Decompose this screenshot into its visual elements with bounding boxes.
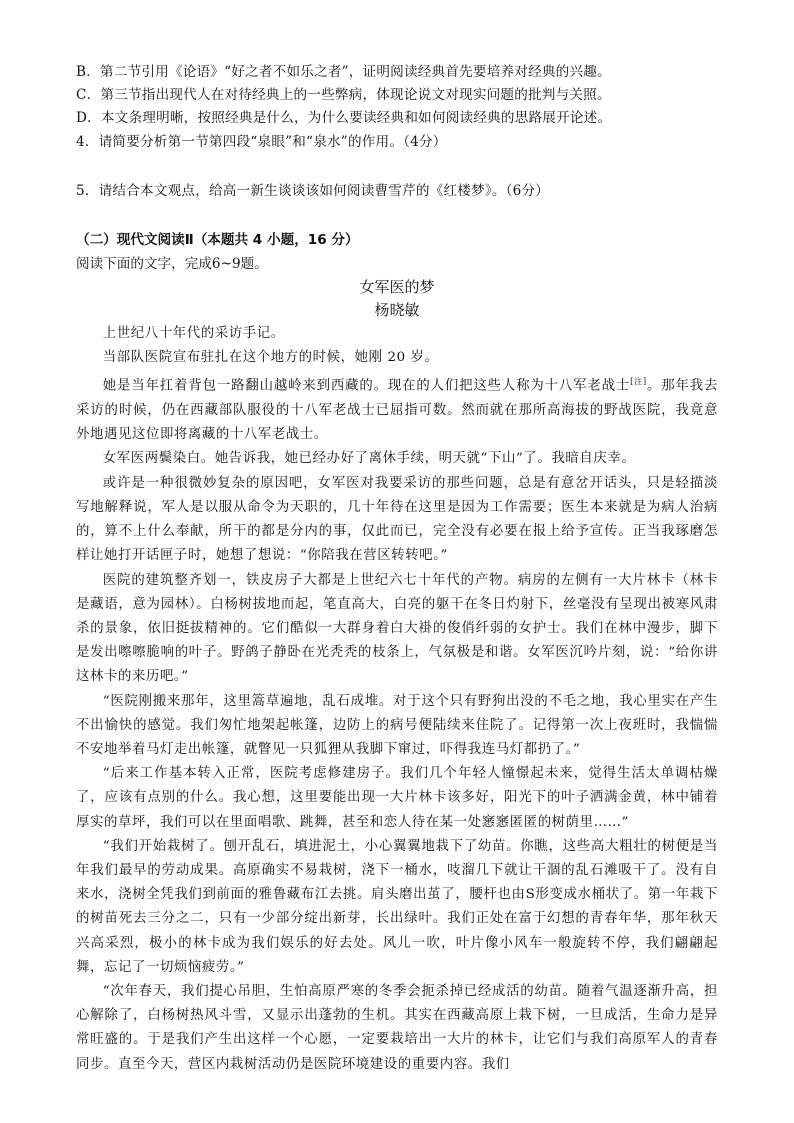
paragraph: 上世纪八十年代的采访手记。 <box>102 326 285 341</box>
option-c: C．第三节指出现代人在对待经典上的一些弊病，体现论说文对现实问题的批判与关照。 <box>76 87 611 103</box>
paragraph-text: 她是当年扛着背包一路翻山越岭来到西藏的。现在的人们把这些人称为十八军老战士 <box>102 378 631 394</box>
paragraph: “次年春天，我们提心吊胆，生怕高原严寒的冬季会扼杀掉已经成活的幼苗。随着气温逐渐升高，担心解除了，白杨树热风斗雪，又显示出蓬勃的生机。其实在西藏高原上栽下树，一旦成活，生命力是异常旺盛的。于是我们产生出这样一个心愿，一定要栽培出一大片的林卡，让它们与我们高原军人的青春同步。直至今天，营区内栽树活动仍是医院环境建设的重要内容。我们 <box>76 983 718 1072</box>
option-d: D．本文条理明晰，按照经典是什么，为什么要读经典和如何阅读经典的思路展开论述。 <box>76 110 612 126</box>
paragraph: “医院刚搬来那年，这里篙草遍地，乱石成堆。对于这个只有野狗出没的不毛之地，我心里实在产生不出愉快的感觉。我们匆忙地架起帐篷，边防上的病号便陆续来住院了。记得第一次上夜班时，我惴惴不安地举着马灯走出帐篷，就瞥见一只狐狸从我脚下窜过，吓得我连马灯都扔了。” <box>76 693 718 757</box>
paragraph: 女军医两鬓染白。她告诉我，她已经办好了离休手续，明天就“下山”了。我暗自庆幸。 <box>102 451 636 467</box>
footnote-marker: [注] <box>630 377 647 387</box>
question-5: 5．请结合本文观点，给高一新生谈谈该如何阅读曹雪芹的《红楼梦》。（6分） <box>76 183 550 199</box>
section-instruction: 阅读下面的文字，完成6~9题。 <box>76 256 268 272</box>
paragraph: “后来工作基本转入正常，医院考虑修建房子。我们几个年轻人憧憬起未来，觉得生活太单调枯燥了，应该有点别的什么。我心想，这里要能出现一大片林卡该多好，阳光下的叶子洒满金黄，林中铺着厚实的草坪，我们可以在里面唱歌、跳舞，甚至和恋人待在某一处窸窸匿匿的树荫里……” <box>76 766 718 830</box>
paragraph: 当部队医院宣布驻扎在这个地方的时候，她刚 20 岁。 <box>102 350 439 366</box>
article-body <box>76 322 718 1077</box>
paragraph <box>76 370 718 447</box>
question-4: 4．请简要分析第一节第四段“泉眼”和“泉水”的作用。（4分） <box>76 134 447 150</box>
article-title: 女军医的梦 <box>359 278 435 296</box>
paragraph-text: 。那年我去采访的时候，仍在西藏部队服役的十八军老战士已屈指可数。然而就在那所高海拔的野战医院，我竟意外地遇见这位即将离藏的十八军老战士。 <box>76 378 719 443</box>
paragraph: “我们开始栽树了。刨开乱石，填进泥土，小心翼翼地栽下了幼苗。你瞧，这些高大粗壮的树便是当年我们最早的劳动成果。高原确实不易栽树，浇下一桶水，吱溜几下就让干涸的乱石滩吸干了。没有自来水，浇树全凭我们到前面的雅鲁藏布江去挑。肩头磨出茧了，腰杆也由S形变成水桶状了。第一年栽下的树苗死去三分之二，只有一少部分绽出新芽，长出绿叶。我们正处在富于幻想的青春年华，那年秋天兴高采烈，极小的林卡成为我们娱乐的好去处。风儿一吹，叶片像小风车一般旋转不停，我们翩翩起舞，忘记了一切烦恼疲劳。” <box>76 838 718 975</box>
section-title: （二）现代文阅读Ⅱ（本题共 4 小题，16 分） <box>76 232 359 248</box>
paragraph: 或许是一种很微妙复杂的原因吧，女军医对我要采访的那些问题，总是有意岔开话头，只是轻描淡写地解释说，军人是以服从命令为天职的，几十年待在这里是因为工作需要；医生本来就是为病人治病的，算不上什么奉献，所干的都是分内的事，仅此而已，完全没有必要在报上给予宣传。正当我琢磨怎样让她打开话匣子时，她想了想说：“你陪我在营区转转吧。” <box>76 475 718 564</box>
article-author: 杨晓敏 <box>374 301 420 319</box>
paragraph: 医院的建筑整齐划一，铁皮房子大都是上世纪六七十年代的产物。病房的左侧有一大片林卡（林卡是藏语，意为园林）。白杨树拔地而起，笔直高大，白亮的躯干在冬日灼射下，丝毫没有呈现出被寒风肃杀的景象，依旧挺拔精神的。它们酷似一大群身着白大褂的俊俏纤弱的女护士。我们在林中漫步，脚下是发出嚓嚓脆响的叶子。野鸽子静卧在光秃秃的枝条上，气氛极是和谐。女军医沉吟片刻，说：“给你讲这林卡的来历吧。” <box>76 572 718 685</box>
option-b: B．第二节引用《论语》“好之者不如乐之者”，证明阅读经典首先要培养对经典的兴趣。 <box>76 64 611 80</box>
